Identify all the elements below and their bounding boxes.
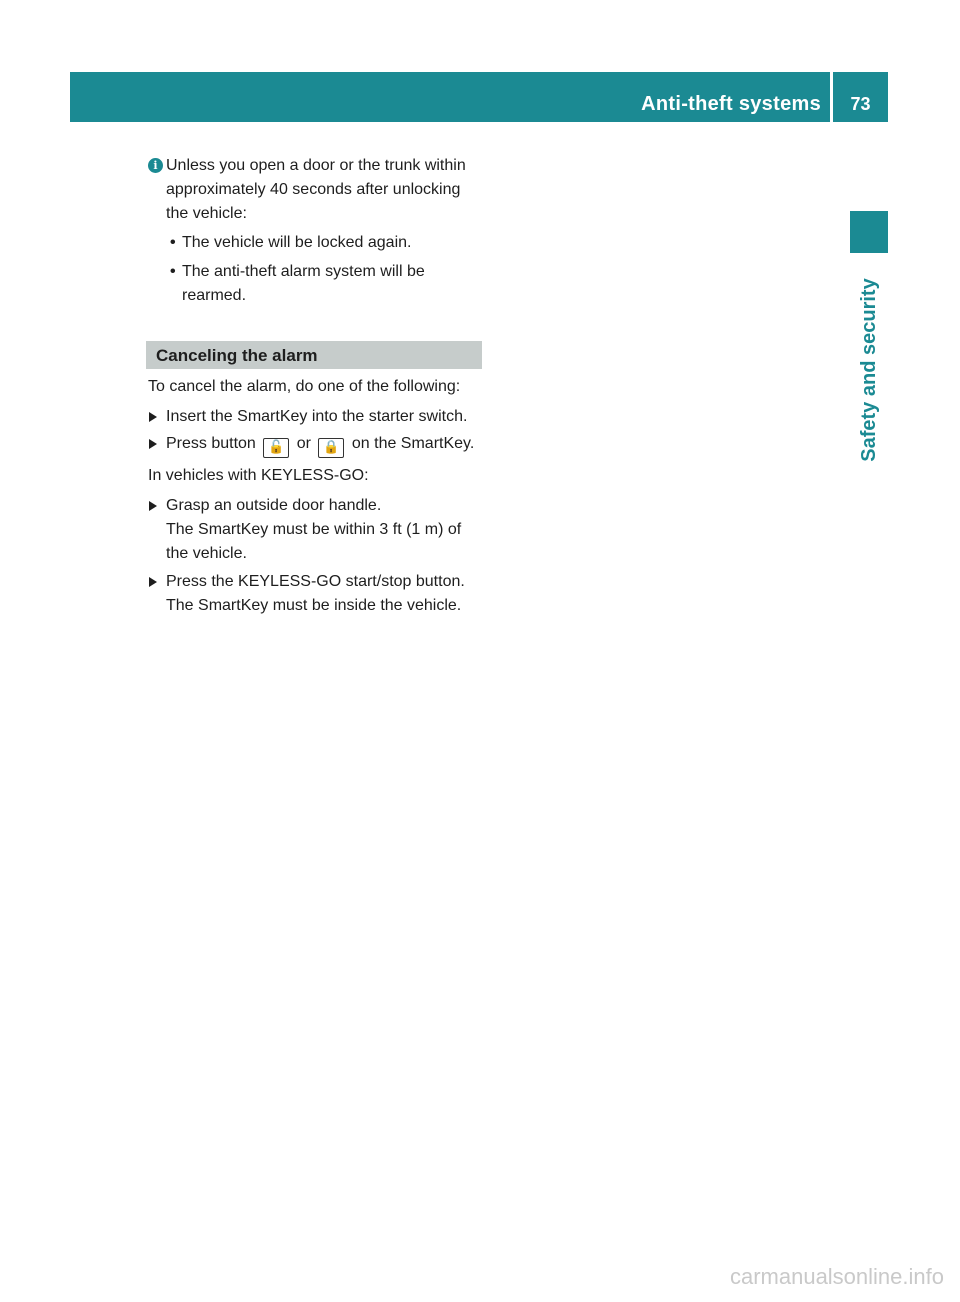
chapter-title: Anti-theft systems: [641, 93, 821, 115]
page-number: 73: [850, 94, 871, 114]
keyless-steps-list: [148, 494, 482, 618]
step-arrow-icon: [149, 577, 157, 587]
side-tab-marker: [850, 211, 888, 253]
info-note: [148, 154, 482, 308]
info-icon: i: [148, 158, 163, 173]
steps-list: [148, 405, 482, 458]
step-item: [148, 494, 482, 566]
side-section-label: Safety and security: [858, 278, 880, 462]
step-item: [148, 405, 482, 429]
step-text-after: on the SmartKey.: [351, 435, 475, 452]
main-content: [148, 154, 482, 622]
watermark: carmanualsonline.info: [729, 1264, 944, 1289]
step-result: The SmartKey must be within 3 ft (1 m) of the vehicle.: [166, 521, 462, 562]
page-header: [70, 72, 888, 122]
step-text-before: Press button: [166, 435, 256, 452]
step-text-or: or: [296, 435, 311, 452]
step-arrow-icon: [149, 501, 157, 511]
step-text: Insert the SmartKey into the starter switch.: [166, 408, 468, 425]
lock-icon: 🔒: [318, 438, 344, 458]
step-text: Grasp an outside door handle.: [166, 497, 382, 514]
info-note-text: Unless you open a door or the trunk within approximately 40 seconds after unlocking the vehicle:: [166, 157, 466, 222]
unlock-icon: 🔓: [263, 438, 289, 458]
step-arrow-icon: [149, 439, 157, 449]
list-item: • The anti-theft alarm system will be rearmed.: [166, 260, 482, 308]
step-item: [148, 570, 482, 618]
keyless-intro: In vehicles with KEYLESS-GO:: [148, 467, 369, 484]
section-heading: Canceling the alarm: [146, 341, 482, 369]
info-note-bullets: [166, 231, 482, 308]
step-item: [148, 432, 482, 458]
step-arrow-icon: [149, 412, 157, 422]
step-result: The SmartKey must be inside the vehicle.: [166, 597, 462, 614]
section-intro: To cancel the alarm, do one of the following:: [148, 378, 461, 395]
step-text: Press the KEYLESS-GO start/stop button.: [166, 573, 465, 590]
list-item: • The vehicle will be locked again.: [166, 231, 482, 255]
